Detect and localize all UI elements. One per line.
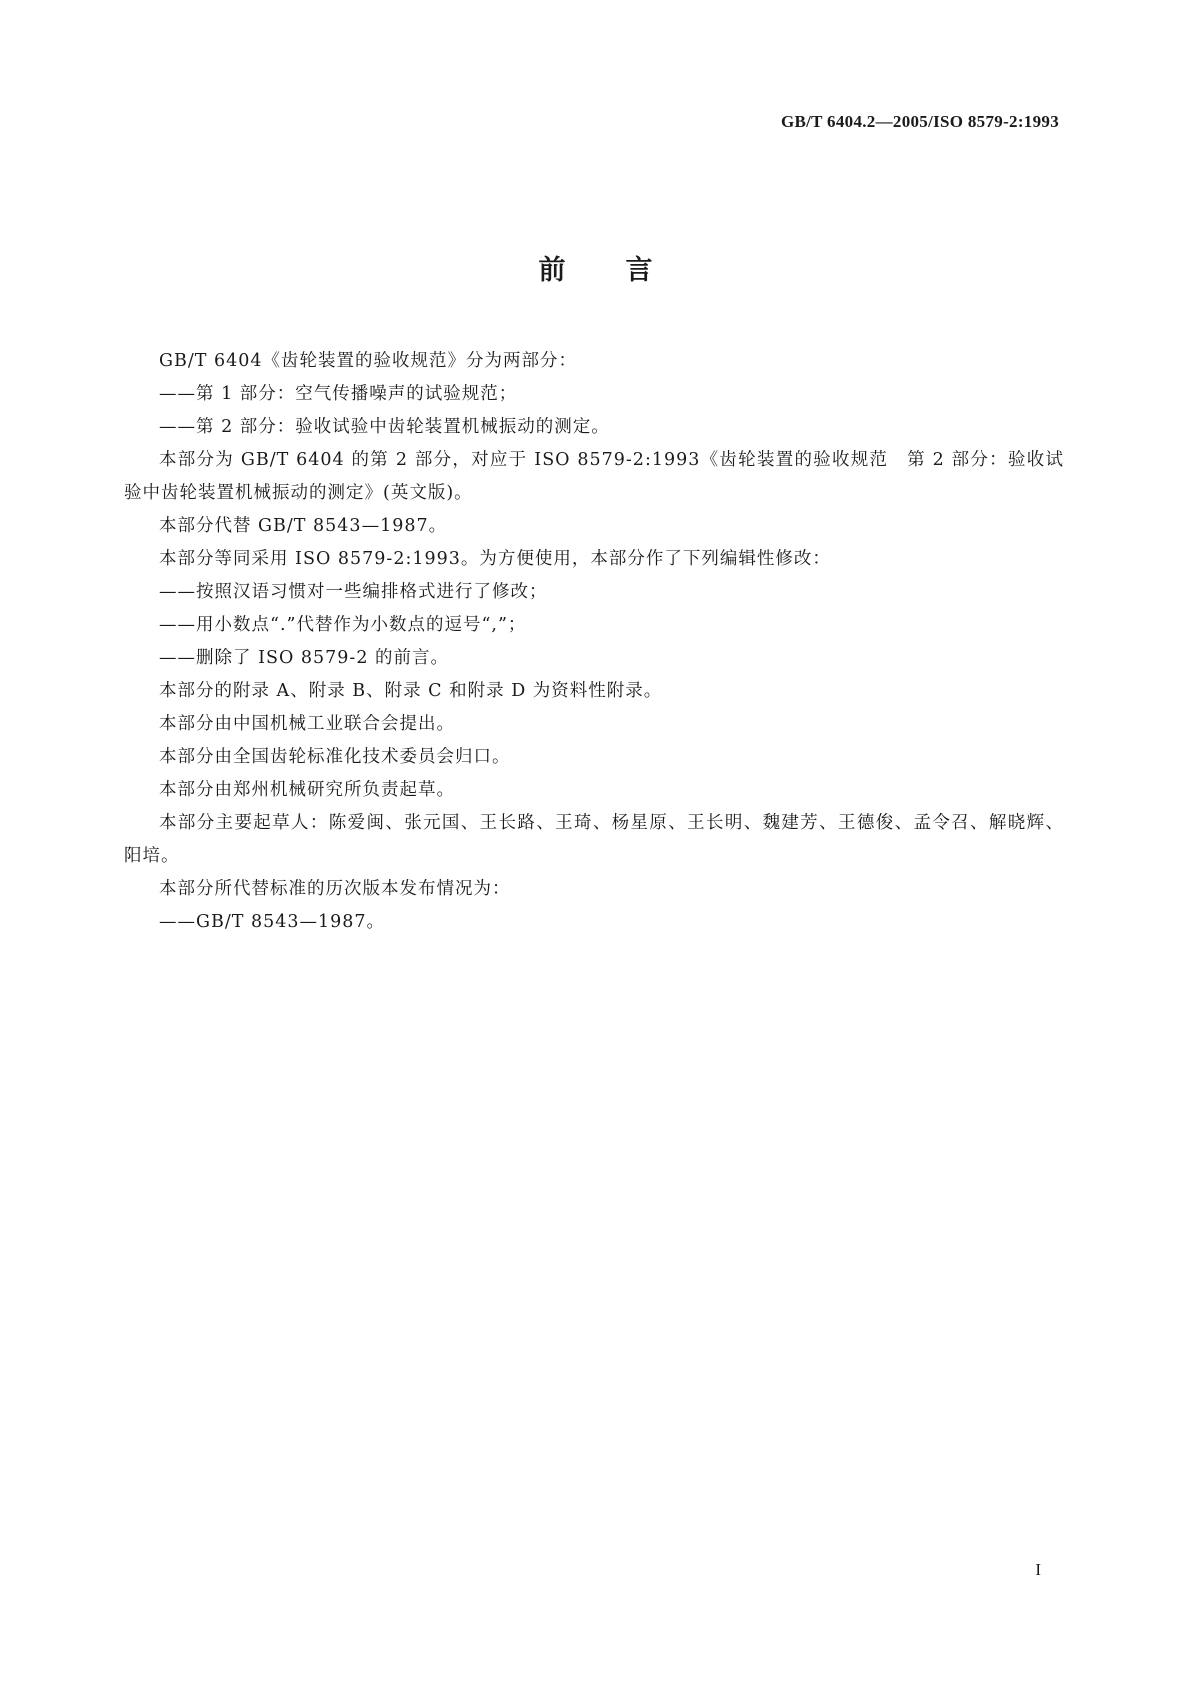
standard-code-header: GB/T 6404.2—2005/ISO 8579-2:1993: [780, 112, 1059, 131]
paragraph: 本部分等同采用 ISO 8579-2:1993。为方便使用，本部分作了下列编辑性修改：: [159, 549, 831, 569]
paragraph: ——第 2 部分：验收试验中齿轮装置机械振动的测定。: [159, 417, 610, 437]
paragraph: 本部分代替 GB/T 8543—1987。: [159, 516, 448, 536]
paragraph: 本部分主要起草人：陈爱闽、张元国、王长路、王琦、杨星原、王长明、魏建芳、王德俊、孟令召、解晓辉、阳培。: [124, 813, 1064, 866]
paragraph: 本部分由全国齿轮标准化技术委员会归口。: [159, 747, 511, 767]
document-body: [124, 345, 1064, 939]
paragraph: 本部分由郑州机械研究所负责起草。: [159, 780, 455, 800]
paragraph: ——用小数点“.”代替作为小数点的逗号“,”；: [159, 615, 527, 635]
paragraph: ——按照汉语习惯对一些编排格式进行了修改；: [159, 582, 548, 602]
paragraph: 本部分为 GB/T 6404 的第 2 部分，对应于 ISO 8579-2:1993《齿轮装置的验收规范 第 2 部分：验收试验中齿轮装置机械振动的测定》(英文版)。: [124, 450, 1064, 503]
page-title: 前言: [538, 255, 713, 286]
paragraph: 本部分所代替标准的历次版本发布情况为：: [159, 879, 511, 899]
paragraph: GB/T 6404《齿轮装置的验收规范》分为两部分：: [159, 351, 578, 371]
paragraph: ——第 1 部分：空气传播噪声的试验规范；: [159, 384, 518, 404]
paragraph: ——删除了 ISO 8579-2 的前言。: [159, 648, 450, 668]
page-number: I: [1035, 1560, 1041, 1579]
paragraph: ——GB/T 8543—1987。: [159, 912, 386, 932]
paragraph: 本部分的附录 A、附录 B、附录 C 和附录 D 为资料性附录。: [159, 681, 663, 701]
paragraph: 本部分由中国机械工业联合会提出。: [159, 714, 455, 734]
